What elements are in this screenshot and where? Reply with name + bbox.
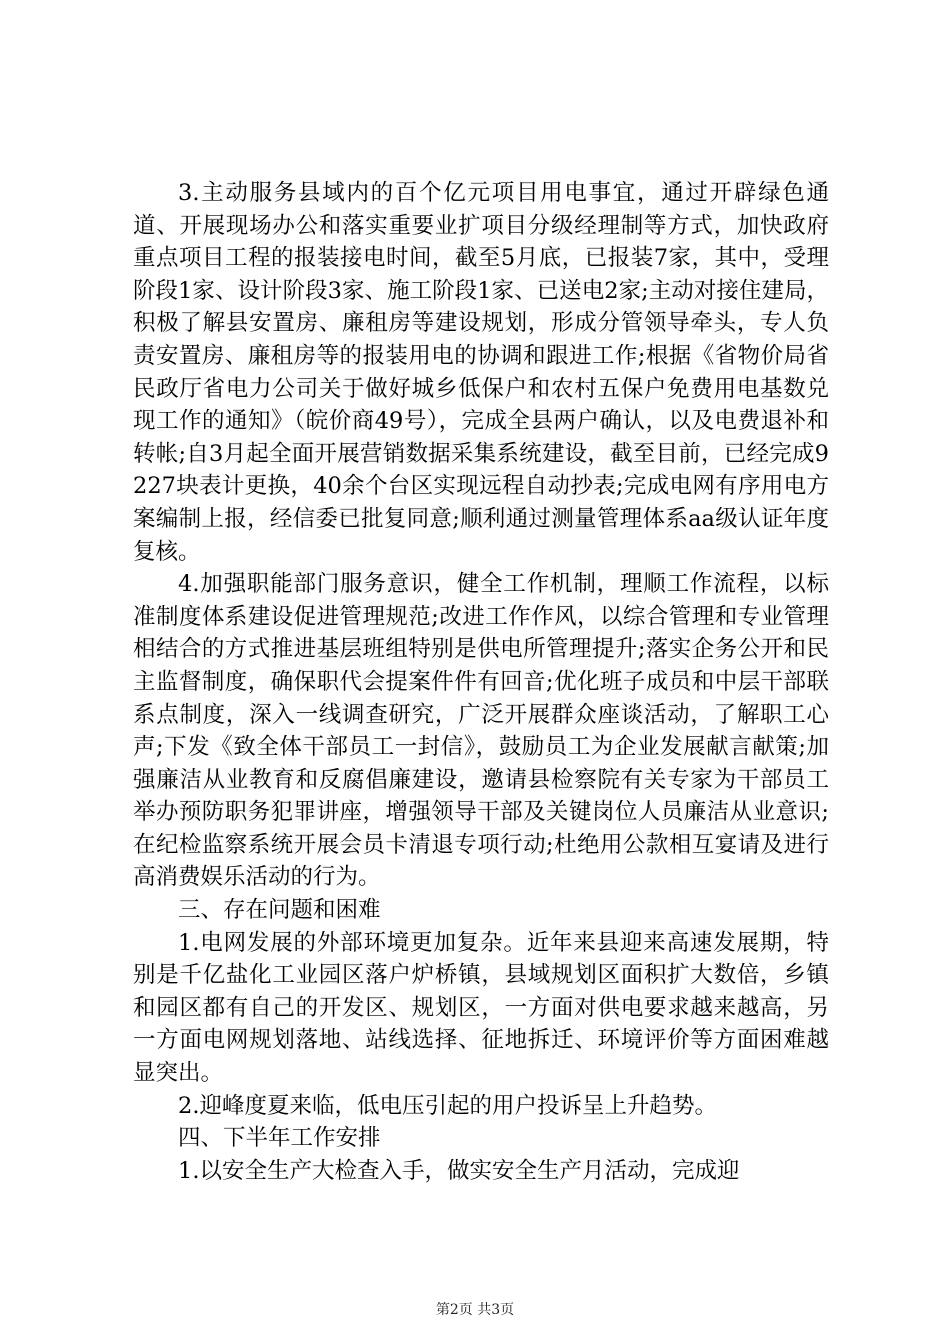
paragraph-problem-1: 1.电网发展的外部环境更加复杂。近年来县迎来高速发展期，特别是千亿盐化工业园区落户炉桥镇，县域规划区面积扩大数倍，乡镇和园区都有自己的开发区、规划区，一方面对供电要求越来越高，另一方面电网规划落地、站线选择、征地拆迁、环境评价等方面困难越显突出。: [133, 929, 829, 1087]
paragraph-plan-1: 1.以安全生产大检查入手，做实安全生产月活动，完成迎: [178, 1157, 740, 1184]
paragraph-item-3: 3.主动服务县域内的百个亿元项目用电事宜，通过开辟绿色通道、开展现场办公和落实重要业扩项目分级经理制等方式，加快政府重点项目工程的报装接电时间，截至5月底，已报装7家，其中，受理阶段1家、设计阶段3家、施工阶段1家、已送电2家;主动对接住建局，积极了解县安置房、廉租房等建设规划，形成分管领导牵头，专人负责安置房、廉租房等的报装用电的协调和跟进工作;根据《省物价局省民政厅省电力公司关于做好城乡低保户和农村五保户免费用电基数兑现工作的通知》（皖价商49号），完成全县两户确认，以及电费退补和转帐;自3月起全面开展营销数据采集系统建设，截至目前，已经完成9227块表计更换，40余个台区实现远程自动抄表;完成电网有序用电方案编制上报，经信委已批复同意;顺利通过测量管理体系aa级认证年度复核。: [133, 180, 829, 565]
paragraph-problem-2: 2.迎峰度夏来临，低电压引起的用户投诉呈上升趋势。: [178, 1092, 717, 1119]
section-heading-problems: 三、存在问题和困难: [178, 897, 381, 924]
document-body: [133, 177, 829, 1187]
page-footer: 第2页 共3页: [435, 1302, 515, 1318]
paragraph-item-4: 4.加强职能部门服务意识，健全工作机制，理顺工作流程，以标准制度体系建设促进管理规范;改进工作作风，以综合管理和专业管理相结合的方式推进基层班组特别是供电所管理提升;落实企务公开和民主监督制度，确保职代会提案件件有回音;优化班子成员和中层干部联系点制度，深入一线调查研究，广泛开展群众座谈活动，了解职工心声;下发《致全体干部员工一封信》，鼓励员工为企业发展献言献策;加强廉洁从业教育和反腐倡廉建设，邀请县检察院有关专家为干部员工举办预防职务犯罪讲座，增强领导干部及关键岗位人员廉洁从业意识;在纪检监察系统开展会员卡清退专项行动;杜绝用公款相互宴请及进行高消费娱乐活动的行为。: [133, 571, 829, 891]
section-heading-plan: 四、下半年工作安排: [178, 1125, 381, 1152]
